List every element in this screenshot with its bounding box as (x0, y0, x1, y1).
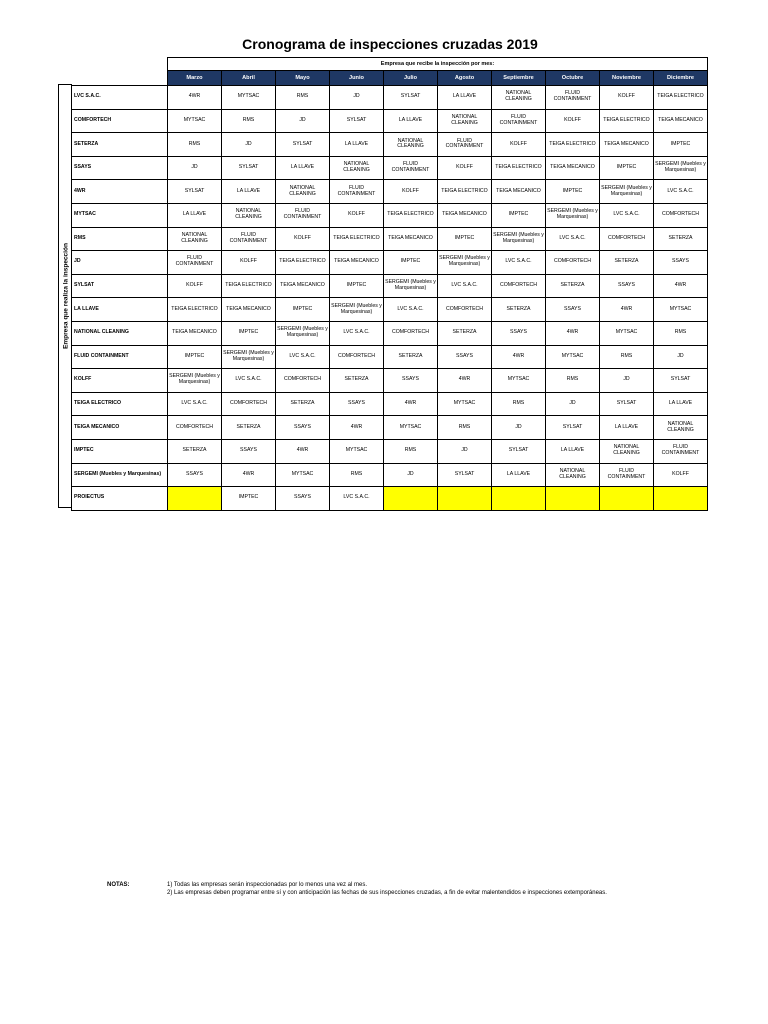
schedule-cell: SSAYS (276, 416, 330, 440)
schedule-cell: IMPTEC (168, 345, 222, 369)
schedule-cell: NATIONAL CLEANING (438, 109, 492, 133)
schedule-cell: SERGEMI (Muebles y Marquesinas) (330, 298, 384, 322)
schedule-cell: MYTSAC (168, 109, 222, 133)
schedule-cell: FLUID CONTAINMENT (600, 463, 654, 487)
schedule-cell: SSAYS (330, 392, 384, 416)
schedule-cell: SSAYS (600, 274, 654, 298)
schedule-cell: LA LLAVE (600, 416, 654, 440)
schedule-cell: COMFORTECH (654, 203, 708, 227)
schedule-cell: TEIGA ELECTRICO (168, 298, 222, 322)
schedule-cell: TEIGA MECANICO (384, 227, 438, 251)
row-axis-label (58, 84, 72, 508)
schedule-cell: LVC S.A.C. (330, 321, 384, 345)
schedule-cell: FLUID CONTAINMENT (168, 251, 222, 275)
schedule-cell: NATIONAL CLEANING (222, 203, 276, 227)
table-row (72, 345, 708, 369)
schedule-cell: RMS (654, 321, 708, 345)
month-header: Noviembre (600, 71, 654, 86)
schedule-table (71, 57, 708, 511)
row-company-name: SETERZA (72, 133, 168, 157)
schedule-cell: 4WR (168, 86, 222, 110)
schedule-cell: JD (438, 439, 492, 463)
schedule-cell: FLUID CONTAINMENT (654, 439, 708, 463)
schedule-cell: JD (492, 416, 546, 440)
schedule-cell: SETERZA (222, 416, 276, 440)
schedule-cell: NATIONAL CLEANING (330, 156, 384, 180)
schedule-cell: LVC S.A.C. (384, 298, 438, 322)
schedule-cell: SERGEMI (Muebles y Marquesinas) (438, 251, 492, 275)
schedule-cell: NATIONAL CLEANING (168, 227, 222, 251)
schedule-cell: KOLFF (546, 109, 600, 133)
schedule-cell (384, 487, 438, 511)
schedule-cell: FLUID CONTAINMENT (384, 156, 438, 180)
row-company-name: PROIECTUS (72, 487, 168, 511)
schedule-cell: SETERZA (600, 251, 654, 275)
table-row (72, 180, 708, 204)
schedule-cell: TEIGA MECANICO (168, 321, 222, 345)
schedule-cell: LVC S.A.C. (168, 392, 222, 416)
schedule-cell: MYTSAC (492, 369, 546, 393)
schedule-cell: LVC S.A.C. (276, 345, 330, 369)
schedule-cell: SYLSAT (600, 392, 654, 416)
schedule-cell: NATIONAL CLEANING (276, 180, 330, 204)
schedule-cell: TEIGA ELECTRICO (600, 109, 654, 133)
schedule-cell: TEIGA MECANICO (276, 274, 330, 298)
schedule-cell: IMPTEC (438, 227, 492, 251)
schedule-cell: NATIONAL CLEANING (654, 416, 708, 440)
schedule-cell: IMPTEC (384, 251, 438, 275)
schedule-cell: TEIGA MECANICO (330, 251, 384, 275)
schedule-cell: IMPTEC (330, 274, 384, 298)
row-company-name: RMS (72, 227, 168, 251)
schedule-cell: SYLSAT (276, 133, 330, 157)
schedule-cell: TEIGA ELECTRICO (546, 133, 600, 157)
schedule-cell: LA LLAVE (492, 463, 546, 487)
schedule-cell: SSAYS (546, 298, 600, 322)
schedule-cell: SYLSAT (222, 156, 276, 180)
schedule-cell: FLUID CONTAINMENT (492, 109, 546, 133)
schedule-cell: SETERZA (276, 392, 330, 416)
schedule-cell: 4WR (654, 274, 708, 298)
schedule-cell: SYLSAT (438, 463, 492, 487)
schedule-cell: SYLSAT (384, 86, 438, 110)
schedule-cell: LA LLAVE (222, 180, 276, 204)
schedule-cell: TEIGA MECANICO (222, 298, 276, 322)
schedule-cell: LA LLAVE (654, 392, 708, 416)
schedule-cell: FLUID CONTAINMENT (222, 227, 276, 251)
row-company-name: SSAYS (72, 156, 168, 180)
schedule-cell: 4WR (546, 321, 600, 345)
schedule-cell: TEIGA MECANICO (654, 109, 708, 133)
schedule-cell: IMPTEC (546, 180, 600, 204)
schedule-cell: 4WR (330, 416, 384, 440)
row-company-name: TEIGA MECANICO (72, 416, 168, 440)
schedule-cell: SERGEMI (Muebles y Marquesinas) (546, 203, 600, 227)
row-company-name: TEIGA ELECTRICO (72, 392, 168, 416)
schedule-cell (168, 487, 222, 511)
schedule-cell: SETERZA (492, 298, 546, 322)
schedule-cell: FLUID CONTAINMENT (330, 180, 384, 204)
schedule-cell: SSAYS (438, 345, 492, 369)
schedule-cell: COMFORTECH (600, 227, 654, 251)
row-axis-label-text: Empresa que realiza la inspección (62, 243, 69, 349)
schedule-cell: JD (222, 133, 276, 157)
schedule-cell: LA LLAVE (384, 109, 438, 133)
schedule-cell: LA LLAVE (168, 203, 222, 227)
schedule-cell: TEIGA MECANICO (492, 180, 546, 204)
schedule-cell: SSAYS (276, 487, 330, 511)
schedule-cell (600, 487, 654, 511)
schedule-cell: TEIGA ELECTRICO (276, 251, 330, 275)
row-company-name: KOLFF (72, 369, 168, 393)
schedule-cell: SYLSAT (168, 180, 222, 204)
schedule-cell: MYTSAC (276, 463, 330, 487)
row-company-name: FLUID CONTAINMENT (72, 345, 168, 369)
header-corner-blank (72, 58, 168, 71)
header-group-label: Empresa que recibe la inspección por mes: (168, 58, 708, 71)
schedule-cell: TEIGA ELECTRICO (438, 180, 492, 204)
row-company-name: LA LLAVE (72, 298, 168, 322)
table-row (72, 321, 708, 345)
schedule-cell: SSAYS (492, 321, 546, 345)
schedule-cell: SETERZA (654, 227, 708, 251)
schedule-cell: SSAYS (168, 463, 222, 487)
schedule-cell: LVC S.A.C. (546, 227, 600, 251)
table-row (72, 487, 708, 511)
schedule-cell: IMPTEC (600, 156, 654, 180)
schedule-cell: SERGEMI (Muebles y Marquesinas) (222, 345, 276, 369)
schedule-cell: LVC S.A.C. (222, 369, 276, 393)
schedule-cell: LVC S.A.C. (654, 180, 708, 204)
schedule-cell: IMPTEC (654, 133, 708, 157)
schedule-cell: RMS (492, 392, 546, 416)
schedule-cell: JD (600, 369, 654, 393)
month-header-row (72, 71, 708, 86)
schedule-cell: COMFORTECH (168, 416, 222, 440)
table-row (72, 439, 708, 463)
schedule-cell (546, 487, 600, 511)
schedule-cell: COMFORTECH (492, 274, 546, 298)
table-row (72, 251, 708, 275)
schedule-cell: NATIONAL CLEANING (600, 439, 654, 463)
schedule-cell: SERGEMI (Muebles y Marquesinas) (654, 156, 708, 180)
schedule-cell: 4WR (600, 298, 654, 322)
schedule-cell: SSAYS (384, 369, 438, 393)
row-company-name: IMPTEC (72, 439, 168, 463)
schedule-cell: JD (546, 392, 600, 416)
month-header: Diciembre (654, 71, 708, 86)
schedule-cell: TEIGA MECANICO (546, 156, 600, 180)
schedule-cell: LVC S.A.C. (438, 274, 492, 298)
schedule-cell: LA LLAVE (276, 156, 330, 180)
month-header: Mayo (276, 71, 330, 86)
schedule-cell: TEIGA MECANICO (438, 203, 492, 227)
schedule-cell: RMS (168, 133, 222, 157)
schedule-cell: TEIGA MECANICO (600, 133, 654, 157)
schedule-cell: JD (654, 345, 708, 369)
schedule-cell: JD (384, 463, 438, 487)
row-company-name: SYLSAT (72, 274, 168, 298)
schedule-cell (438, 487, 492, 511)
month-header: Abril (222, 71, 276, 86)
schedule-cell: LA LLAVE (438, 86, 492, 110)
note-line-1: 1) Todas las empresas serán inspeccionadas por lo menos una vez al mes. (167, 882, 367, 888)
table-row (72, 203, 708, 227)
schedule-cell: MYTSAC (600, 321, 654, 345)
schedule-cell: KOLFF (600, 86, 654, 110)
schedule-cell: SETERZA (546, 274, 600, 298)
month-header: Septiembre (492, 71, 546, 86)
schedule-cell: TEIGA ELECTRICO (330, 227, 384, 251)
schedule-cell: SYLSAT (330, 109, 384, 133)
table-row (72, 227, 708, 251)
schedule-cell: KOLFF (276, 227, 330, 251)
month-header: Junio (330, 71, 384, 86)
schedule-cell: TEIGA ELECTRICO (654, 86, 708, 110)
schedule-cell: 4WR (492, 345, 546, 369)
month-header: Marzo (168, 71, 222, 86)
schedule-cell: COMFORTECH (438, 298, 492, 322)
schedule-cell: SSAYS (222, 439, 276, 463)
table-row (72, 416, 708, 440)
schedule-cell: MYTSAC (438, 392, 492, 416)
table-row (72, 274, 708, 298)
row-company-name: 4WR (72, 180, 168, 204)
schedule-cell: SERGEMI (Muebles y Marquesinas) (384, 274, 438, 298)
month-header: Agosto (438, 71, 492, 86)
schedule-cell: 4WR (222, 463, 276, 487)
schedule-cell: KOLFF (438, 156, 492, 180)
schedule-cell: MYTSAC (330, 439, 384, 463)
schedule-cell: COMFORTECH (276, 369, 330, 393)
schedule-cell: SYLSAT (492, 439, 546, 463)
row-company-name: SERGEMI (Muebles y Marquesinas) (72, 463, 168, 487)
schedule-cell: COMFORTECH (546, 251, 600, 275)
schedule-cell: RMS (600, 345, 654, 369)
schedule-cell: FLUID CONTAINMENT (438, 133, 492, 157)
schedule-cell: 4WR (384, 392, 438, 416)
schedule-cell: KOLFF (222, 251, 276, 275)
table-row (72, 369, 708, 393)
schedule-cell: FLUID CONTAINMENT (546, 86, 600, 110)
schedule-cell: SYLSAT (546, 416, 600, 440)
schedule-cell: LA LLAVE (546, 439, 600, 463)
schedule-cell: MYTSAC (222, 86, 276, 110)
table-row (72, 298, 708, 322)
schedule-cell: SETERZA (384, 345, 438, 369)
schedule-cell: SERGEMI (Muebles y Marquesinas) (492, 227, 546, 251)
month-header: Julio (384, 71, 438, 86)
schedule-cell: LVC S.A.C. (492, 251, 546, 275)
month-header: Octubre (546, 71, 600, 86)
row-company-name: LVC S.A.C. (72, 86, 168, 110)
schedule-cell: KOLFF (654, 463, 708, 487)
schedule-cell: SERGEMI (Muebles y Marquesinas) (168, 369, 222, 393)
schedule-cell: RMS (546, 369, 600, 393)
schedule-cell: TEIGA ELECTRICO (492, 156, 546, 180)
schedule-cell: TEIGA ELECTRICO (222, 274, 276, 298)
schedule-cell: 4WR (276, 439, 330, 463)
schedule-cell: IMPTEC (276, 298, 330, 322)
table-row (72, 86, 708, 110)
note-line-2: 2) Las empresas deben programar entre sí y con anticipación las fechas de sus inspecciones cruzadas, a fin de evitar malentendidos e inspecciones extemporáneas. (167, 890, 607, 896)
schedule-cell: SYLSAT (654, 369, 708, 393)
schedule-cell: SERGEMI (Muebles y Marquesinas) (600, 180, 654, 204)
schedule-cell (492, 487, 546, 511)
schedule-cell: RMS (384, 439, 438, 463)
schedule-cell: KOLFF (384, 180, 438, 204)
table-row (72, 463, 708, 487)
table-row (72, 109, 708, 133)
table-row (72, 133, 708, 157)
schedule-cell: COMFORTECH (384, 321, 438, 345)
header-corner-blank (72, 71, 168, 86)
table-row (72, 392, 708, 416)
row-company-name: NATIONAL CLEANING (72, 321, 168, 345)
schedule-cell: LVC S.A.C. (600, 203, 654, 227)
schedule-cell: RMS (330, 463, 384, 487)
schedule-cell: SETERZA (330, 369, 384, 393)
schedule-cell: 4WR (438, 369, 492, 393)
schedule-cell: COMFORTECH (222, 392, 276, 416)
schedule-cell (654, 487, 708, 511)
schedule-cell: MYTSAC (384, 416, 438, 440)
row-company-name: JD (72, 251, 168, 275)
schedule-cell: JD (330, 86, 384, 110)
schedule-cell: NATIONAL CLEANING (546, 463, 600, 487)
notes-label: NOTAS: (107, 882, 130, 888)
page-title: Cronograma de inspecciones cruzadas 2019 (242, 36, 538, 52)
schedule-cell: IMPTEC (492, 203, 546, 227)
schedule-cell: RMS (438, 416, 492, 440)
schedule-cell: RMS (276, 86, 330, 110)
header-group-row (72, 58, 708, 71)
schedule-cell: LA LLAVE (330, 133, 384, 157)
schedule-cell: TEIGA ELECTRICO (384, 203, 438, 227)
row-company-name: MYTSAC (72, 203, 168, 227)
schedule-cell: JD (168, 156, 222, 180)
schedule-cell: SETERZA (438, 321, 492, 345)
schedule-cell: KOLFF (168, 274, 222, 298)
schedule-cell: JD (276, 109, 330, 133)
table-row (72, 156, 708, 180)
schedule-cell: NATIONAL CLEANING (384, 133, 438, 157)
schedule-cell: LVC S.A.C. (330, 487, 384, 511)
schedule-cell: MYTSAC (654, 298, 708, 322)
schedule-cell: KOLFF (330, 203, 384, 227)
schedule-cell: SERGEMI (Muebles y Marquesinas) (276, 321, 330, 345)
schedule-cell: IMPTEC (222, 487, 276, 511)
schedule-cell: IMPTEC (222, 321, 276, 345)
schedule-cell: MYTSAC (546, 345, 600, 369)
schedule-cell: SSAYS (654, 251, 708, 275)
schedule-cell: NATIONAL CLEANING (492, 86, 546, 110)
schedule-cell: RMS (222, 109, 276, 133)
schedule-cell: KOLFF (492, 133, 546, 157)
schedule-cell: COMFORTECH (330, 345, 384, 369)
schedule-cell: FLUID CONTAINMENT (276, 203, 330, 227)
row-company-name: COMFORTECH (72, 109, 168, 133)
schedule-cell: SETERZA (168, 439, 222, 463)
